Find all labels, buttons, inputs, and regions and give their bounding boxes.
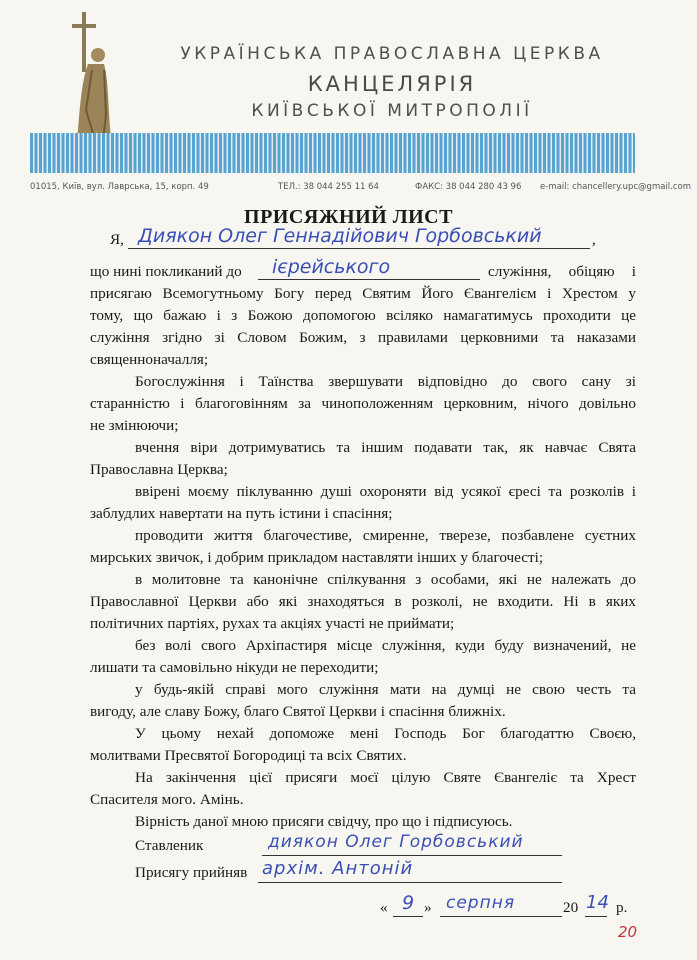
sworn-by-signature-line [258, 882, 562, 883]
phone-text: ТЕЛ.: 38 044 255 11 64 [278, 182, 379, 192]
oath-line: не змінюючи; [90, 417, 179, 434]
oath-line: у будь-якій справі мого служіння мати на думці не свою честь та [135, 681, 636, 698]
oath-line: ввірені моєму піклуванню душі охороняти від усякої єресі та розколів і [135, 483, 636, 500]
date-day-handwritten: 9 [402, 892, 415, 914]
date-year-handwritten: 14 [586, 892, 609, 913]
ordination-degree-handwritten: ієрейського [272, 256, 391, 278]
oath-line: Богослужіння і Таїнства звершувати відповідно до свого сану зі [135, 373, 636, 390]
oath-line: вигоду, але славу Божу, благо Святої Церкви і спасіння ближніх. [90, 703, 506, 720]
name-underline [128, 248, 590, 249]
oath-line: Православної Церкви або які знаходяться в розколі, не входити. Ні в яких [90, 593, 636, 610]
page-number-handwritten: 20 [618, 923, 638, 941]
oath-line: На закінчення цієї присяги моєї цілую Святе Євангеліє та Хрест [135, 769, 636, 786]
fax-text: ФАКС: 38 044 280 43 96 [415, 182, 522, 192]
oath-line: вчення віри дотримуватись та іншим подавати так, як навчає Свята [135, 439, 636, 456]
date-year-suffix: р. [616, 899, 628, 916]
email-text: e-mail: chancellery.upc@gmail.com [540, 182, 692, 192]
sworn-by-signature: архім. Антоній [262, 858, 414, 879]
org-name-line1: УКРАЇНСЬКА ПРАВОСЛАВНА ЦЕРКВА [180, 44, 604, 64]
org-name-line2: КАНЦЕЛЯРІЯ [307, 72, 477, 96]
line2-suffix: служіння, обіцяю і [488, 263, 636, 280]
name-comma: , [592, 231, 596, 248]
candidate-signature-line [262, 855, 562, 856]
oath-line: лишати та самовільно нікуди не переходити; [90, 659, 379, 676]
org-name-line3: КИЇВСЬКОЇ МИТРОПОЛІЇ [251, 101, 533, 121]
oath-line: проводити життя благочестиве, смиренне, тверезе, позбавлене суєтних [135, 527, 636, 544]
address-text: 01015, Київ, вул. Лаврська, 15, корп. 49 [30, 182, 209, 192]
sworn-by-label: Присягу прийняв [135, 864, 248, 881]
oath-line: У цьому нехай допоможе мені Господь Бог благодаттю Своєю, [135, 725, 636, 742]
oath-line: присягаю Всемогутньому Богу перед Святим Його Євангелієм і Хрестом у [90, 285, 636, 302]
date-day-underline [393, 916, 423, 917]
contact-info-row [30, 182, 692, 196]
oath-line: молитвами Пресвятої Богородиці та всіх Святих. [90, 747, 407, 764]
i-prefix: Я, [110, 231, 124, 248]
oath-line: мирських звичок, і добрим прикладом наставляти інших у благочесті; [90, 549, 544, 566]
document-title: ПРИСЯЖНИЙ ЛИСТ [244, 206, 453, 228]
date-month-handwritten: серпня [446, 893, 516, 913]
oath-line: старанністю і благоговінням за чиноположенням церковним, нічого довільно [90, 395, 636, 412]
oath-line: Вірність даної мною присяги свідчу, про що і підписуюсь. [135, 813, 513, 830]
candidate-name-handwritten: Диякон Олег Геннадійович Горбовський [138, 225, 542, 247]
candidate-signature: диякон Олег Горбовський [268, 832, 524, 852]
candidate-label: Ставленик [135, 837, 204, 854]
line2-prefix: що нині покликаний до [90, 263, 242, 280]
oath-line: Спасителя мого. Амінь. [90, 791, 244, 808]
date-month-underline [440, 916, 562, 917]
oath-line: без волі свого Архіпастиря місце служіння, куди буду визначений, не [135, 637, 636, 654]
oath-line: служіння згідно зі Словом Божим, з правилами церковними та наказами [90, 329, 636, 346]
oath-line: тому, що бажаю і з Божою допомогою всіляко намагатимусь проходити це [90, 307, 636, 324]
ordination-underline [258, 279, 480, 280]
oath-line: політичних партіях, рухах та акціях участі не приймати; [90, 615, 455, 632]
header-decorative-band [30, 133, 635, 173]
oath-line: в молитовне та канонічне спілкування з особами, які не належать до [135, 571, 636, 588]
oath-line: заблудлих навертати на путь істини і спасіння; [90, 505, 393, 522]
date-open-quote: « [380, 899, 388, 916]
date-year-prefix: 20 [563, 899, 579, 916]
oath-line: Православна Церква; [90, 461, 228, 478]
date-close-quote: » [424, 899, 432, 916]
date-year-underline [585, 916, 607, 917]
oath-line: священноначалля; [90, 351, 209, 368]
